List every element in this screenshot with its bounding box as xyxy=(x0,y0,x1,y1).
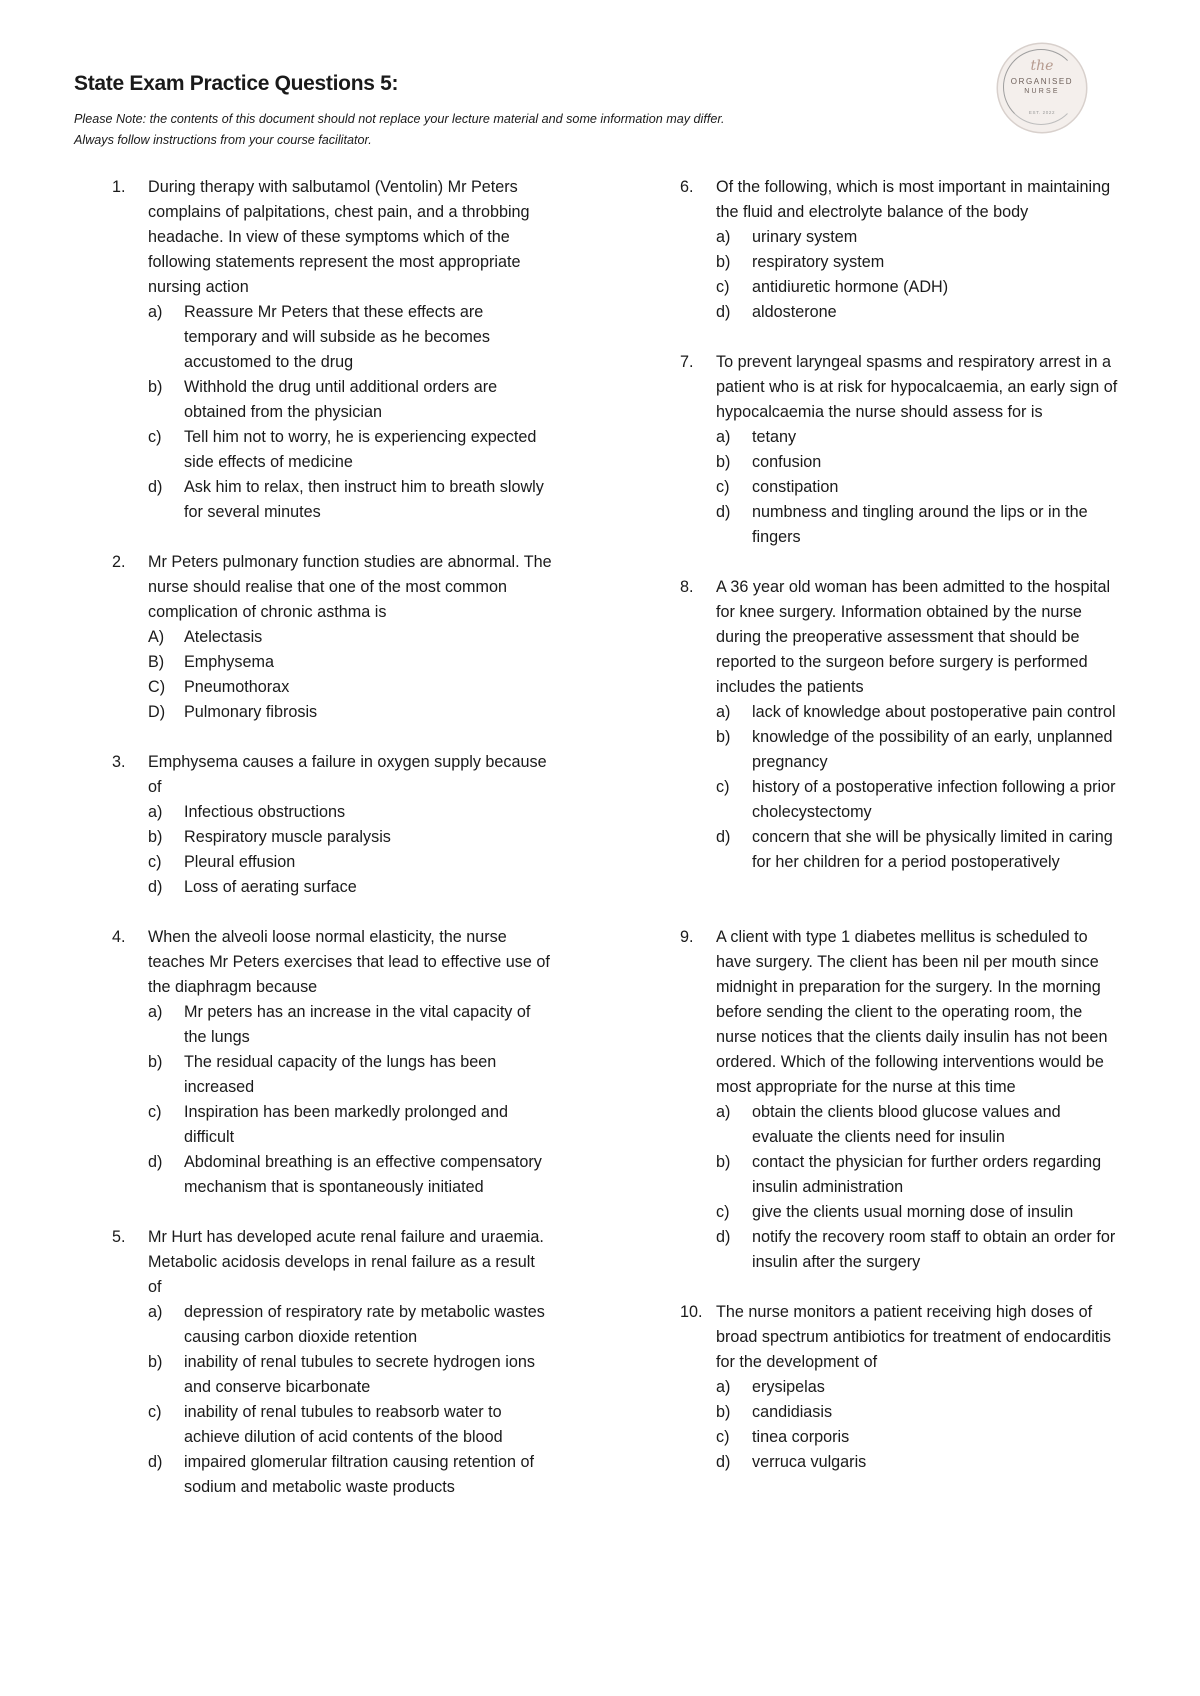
option-d xyxy=(148,875,552,900)
option-letter: c) xyxy=(148,853,162,871)
question-3 xyxy=(112,750,552,900)
option-letter: c) xyxy=(716,778,730,796)
option-c xyxy=(148,425,552,475)
option-letter: a) xyxy=(716,1103,731,1121)
option-letter: d) xyxy=(148,478,163,496)
option-letter: c) xyxy=(148,428,162,446)
option-b xyxy=(148,1350,552,1400)
option-letter: b) xyxy=(148,1053,163,1071)
question-number: 2. xyxy=(112,553,126,571)
option-c xyxy=(148,850,552,875)
question-text: Of the following, which is most important in maintaining the fluid and electrolyte balance of the body xyxy=(716,178,1111,221)
option-a xyxy=(148,625,552,650)
option-text: contact the physician for further orders regarding insulin administration xyxy=(752,1153,1102,1196)
question-number: 4. xyxy=(112,928,126,946)
option-letter: d) xyxy=(716,828,731,846)
option-text: Inspiration has been markedly prolonged and difficult xyxy=(184,1103,508,1146)
option-letter: B) xyxy=(148,653,165,671)
logo-script-text: the xyxy=(1030,58,1054,74)
option-text: depression of respiratory rate by metabolic wastes causing carbon dioxide retention xyxy=(184,1303,545,1346)
question-text: A client with type 1 diabetes mellitus is scheduled to have surgery. The client has been nil per mouth since midnight in preparation for the surgery. In the morning before sending the client to the operating room, the nurse notices that the clients daily insulin has not been ordered. Which of the following interventions would be most appropriate for the nurse at this time xyxy=(716,928,1108,1096)
option-b xyxy=(716,250,1120,275)
question-9 xyxy=(680,925,1120,1275)
option-letter: b) xyxy=(716,453,731,471)
disclaimer-line-2: Always follow instructions from your course facilitator. xyxy=(74,133,372,147)
question-text: The nurse monitors a patient receiving high doses of broad spectrum antibiotics for treatment of endocarditis for the development of xyxy=(716,1303,1111,1371)
option-b xyxy=(148,650,552,675)
page-title: State Exam Practice Questions 5: xyxy=(74,72,399,95)
option-letter: c) xyxy=(716,478,730,496)
options-list xyxy=(716,1375,1120,1475)
question-number: 1. xyxy=(112,178,126,196)
option-letter: c) xyxy=(716,1428,730,1446)
option-text: candidiasis xyxy=(752,1403,833,1421)
option-letter: C) xyxy=(148,678,166,696)
option-c xyxy=(716,775,1120,825)
option-text: impaired glomerular filtration causing retention of sodium and metabolic waste products xyxy=(184,1453,535,1496)
option-a xyxy=(716,1375,1120,1400)
option-text: respiratory system xyxy=(752,253,885,271)
question-number: 9. xyxy=(680,928,694,946)
options-list xyxy=(148,625,552,725)
question-text: Mr Peters pulmonary function studies are abnormal. The nurse should realise that one of the most common complication of chronic asthma is xyxy=(148,553,552,621)
option-text: Pleural effusion xyxy=(184,853,296,871)
options-list xyxy=(716,225,1120,325)
option-letter: a) xyxy=(148,1003,163,1021)
option-b xyxy=(148,825,552,850)
question-number: 8. xyxy=(680,578,694,596)
options-list xyxy=(148,300,552,525)
question-6 xyxy=(680,175,1120,325)
option-letter: d) xyxy=(716,1228,731,1246)
option-text: Tell him not to worry, he is experiencing expected side effects of medicine xyxy=(184,428,537,471)
option-c xyxy=(148,1400,552,1450)
question-5 xyxy=(112,1225,552,1500)
question-number: 6. xyxy=(680,178,694,196)
question-number: 10. xyxy=(680,1303,703,1321)
option-text: knowledge of the possibility of an early, unplanned pregnancy xyxy=(752,728,1113,771)
question-10 xyxy=(680,1300,1120,1475)
options-list xyxy=(716,1100,1120,1275)
option-a xyxy=(716,700,1120,725)
option-c xyxy=(148,675,552,700)
option-letter: b) xyxy=(148,1353,163,1371)
option-letter: b) xyxy=(716,253,731,271)
option-d xyxy=(716,1225,1120,1275)
option-text: Loss of aerating surface xyxy=(184,878,357,896)
option-text: verruca vulgaris xyxy=(752,1453,867,1471)
option-text: Reassure Mr Peters that these effects are temporary and will subside as he becomes accustomed to the drug xyxy=(184,303,490,371)
option-text: aldosterone xyxy=(752,303,837,321)
option-c xyxy=(716,275,1120,300)
option-text: tetany xyxy=(752,428,797,446)
organised-nurse-logo xyxy=(998,44,1086,132)
option-letter: D) xyxy=(148,703,166,721)
option-letter: c) xyxy=(148,1403,162,1421)
option-letter: b) xyxy=(716,728,731,746)
question-1 xyxy=(112,175,552,525)
option-text: Ask him to relax, then instruct him to breath slowly for several minutes xyxy=(184,478,544,521)
option-letter: a) xyxy=(716,1378,731,1396)
question-number: 5. xyxy=(112,1228,126,1246)
option-letter: a) xyxy=(148,803,163,821)
option-d xyxy=(148,475,552,525)
option-b xyxy=(716,1400,1120,1425)
logo-line-est: EST. 2022 xyxy=(1028,110,1056,115)
option-letter: d) xyxy=(716,303,731,321)
option-a xyxy=(716,225,1120,250)
option-text: antidiuretic hormone (ADH) xyxy=(752,278,949,296)
question-2 xyxy=(112,550,552,725)
option-letter: a) xyxy=(716,428,731,446)
option-b xyxy=(716,450,1120,475)
option-text: concern that she will be physically limited in caring for her children for a period postoperatively xyxy=(752,828,1113,871)
option-c xyxy=(716,1425,1120,1450)
option-text: Atelectasis xyxy=(184,628,263,646)
option-b xyxy=(716,725,1120,775)
option-text: Withhold the drug until additional orders are obtained from the physician xyxy=(184,378,498,421)
options-list xyxy=(148,800,552,900)
option-letter: c) xyxy=(716,1203,730,1221)
options-list xyxy=(148,1000,552,1200)
logo-line-organised: ORGANISED xyxy=(1010,77,1074,86)
question-8 xyxy=(680,575,1120,875)
option-letter: a) xyxy=(148,303,163,321)
option-text: Pulmonary fibrosis xyxy=(184,703,318,721)
option-letter: a) xyxy=(716,703,731,721)
options-list xyxy=(716,700,1120,875)
option-text: history of a postoperative infection following a prior cholecystectomy xyxy=(752,778,1116,821)
question-text: When the alveoli loose normal elasticity, the nurse teaches Mr Peters exercises that lead to effective use of the diaphragm because xyxy=(148,928,550,996)
option-d xyxy=(716,1450,1120,1475)
option-text: Mr peters has an increase in the vital capacity of the lungs xyxy=(184,1003,531,1046)
option-text: Pneumothorax xyxy=(184,678,290,696)
question-4 xyxy=(112,925,552,1200)
option-text: urinary system xyxy=(752,228,858,246)
option-a xyxy=(148,800,552,825)
option-text: erysipelas xyxy=(752,1378,825,1396)
option-a xyxy=(716,1100,1120,1150)
option-d xyxy=(148,700,552,725)
option-letter: b) xyxy=(148,828,163,846)
options-list xyxy=(716,425,1120,550)
option-text: lack of knowledge about postoperative pain control xyxy=(752,703,1116,721)
option-text: give the clients usual morning dose of insulin xyxy=(752,1203,1074,1221)
option-letter: a) xyxy=(148,1303,163,1321)
question-7 xyxy=(680,350,1120,550)
option-text: numbness and tingling around the lips or in the fingers xyxy=(752,503,1088,546)
question-text: Emphysema causes a failure in oxygen supply because of xyxy=(148,753,547,796)
option-text: tinea corporis xyxy=(752,1428,850,1446)
option-b xyxy=(148,1050,552,1100)
option-c xyxy=(148,1100,552,1150)
option-letter: d) xyxy=(716,1453,731,1471)
question-text: During therapy with salbutamol (Ventolin) Mr Peters complains of palpitations, chest pain, and a throbbing headache. In view of these symptoms which of the following statements represent the most appropriate nursing action xyxy=(148,178,530,296)
option-b xyxy=(716,1150,1120,1200)
option-d xyxy=(148,1150,552,1200)
option-text: The residual capacity of the lungs has been increased xyxy=(184,1053,497,1096)
option-letter: d) xyxy=(716,503,731,521)
option-b xyxy=(148,375,552,425)
option-letter: b) xyxy=(148,378,163,396)
option-text: Infectious obstructions xyxy=(184,803,346,821)
disclaimer-note xyxy=(74,109,974,151)
question-text: A 36 year old woman has been admitted to the hospital for knee surgery. Information obtained by the nurse during the preoperative assessment that should be reported to the surgeon before surgery is performed includes the patients xyxy=(716,578,1111,696)
option-a xyxy=(148,1000,552,1050)
option-letter: a) xyxy=(716,228,731,246)
options-list xyxy=(148,1300,552,1500)
option-text: confusion xyxy=(752,453,822,471)
option-d xyxy=(716,500,1120,550)
option-a xyxy=(148,300,552,375)
option-text: inability of renal tubules to reabsorb water to achieve dilution of acid contents of the blood xyxy=(184,1403,503,1446)
option-letter: A) xyxy=(148,628,165,646)
option-text: obtain the clients blood glucose values and evaluate the clients need for insulin xyxy=(752,1103,1061,1146)
option-letter: b) xyxy=(716,1403,731,1421)
option-d xyxy=(148,1450,552,1500)
option-a xyxy=(716,425,1120,450)
option-letter: b) xyxy=(716,1153,731,1171)
option-letter: d) xyxy=(148,878,163,896)
option-text: inability of renal tubules to secrete hydrogen ions and conserve bicarbonate xyxy=(184,1353,535,1396)
option-letter: d) xyxy=(148,1453,163,1471)
question-number: 3. xyxy=(112,753,126,771)
question-number: 7. xyxy=(680,353,694,371)
left-question-column xyxy=(112,175,552,1500)
option-letter: d) xyxy=(148,1153,163,1171)
option-c xyxy=(716,475,1120,500)
option-text: notify the recovery room staff to obtain an order for insulin after the surgery xyxy=(752,1228,1116,1271)
logo-line-nurse: NURSE xyxy=(1024,88,1060,95)
option-d xyxy=(716,825,1120,875)
option-a xyxy=(148,1300,552,1350)
question-text: Mr Hurt has developed acute renal failure and uraemia. Metabolic acidosis develops in renal failure as a result of xyxy=(148,1228,544,1296)
option-c xyxy=(716,1200,1120,1225)
option-letter: c) xyxy=(148,1103,162,1121)
option-text: Respiratory muscle paralysis xyxy=(184,828,391,846)
option-letter: c) xyxy=(716,278,730,296)
right-question-column xyxy=(680,175,1120,1475)
option-text: Abdominal breathing is an effective compensatory mechanism that is spontaneously initiated xyxy=(184,1153,542,1196)
option-text: constipation xyxy=(752,478,839,496)
question-text: To prevent laryngeal spasms and respiratory arrest in a patient who is at risk for hypocalcaemia, an early sign of hypocalcaemia the nurse should assess for is xyxy=(716,353,1118,421)
option-d xyxy=(716,300,1120,325)
option-text: Emphysema xyxy=(184,653,274,671)
disclaimer-line-1: Please Note: the contents of this document should not replace your lecture material and some information may differ. xyxy=(74,112,725,126)
